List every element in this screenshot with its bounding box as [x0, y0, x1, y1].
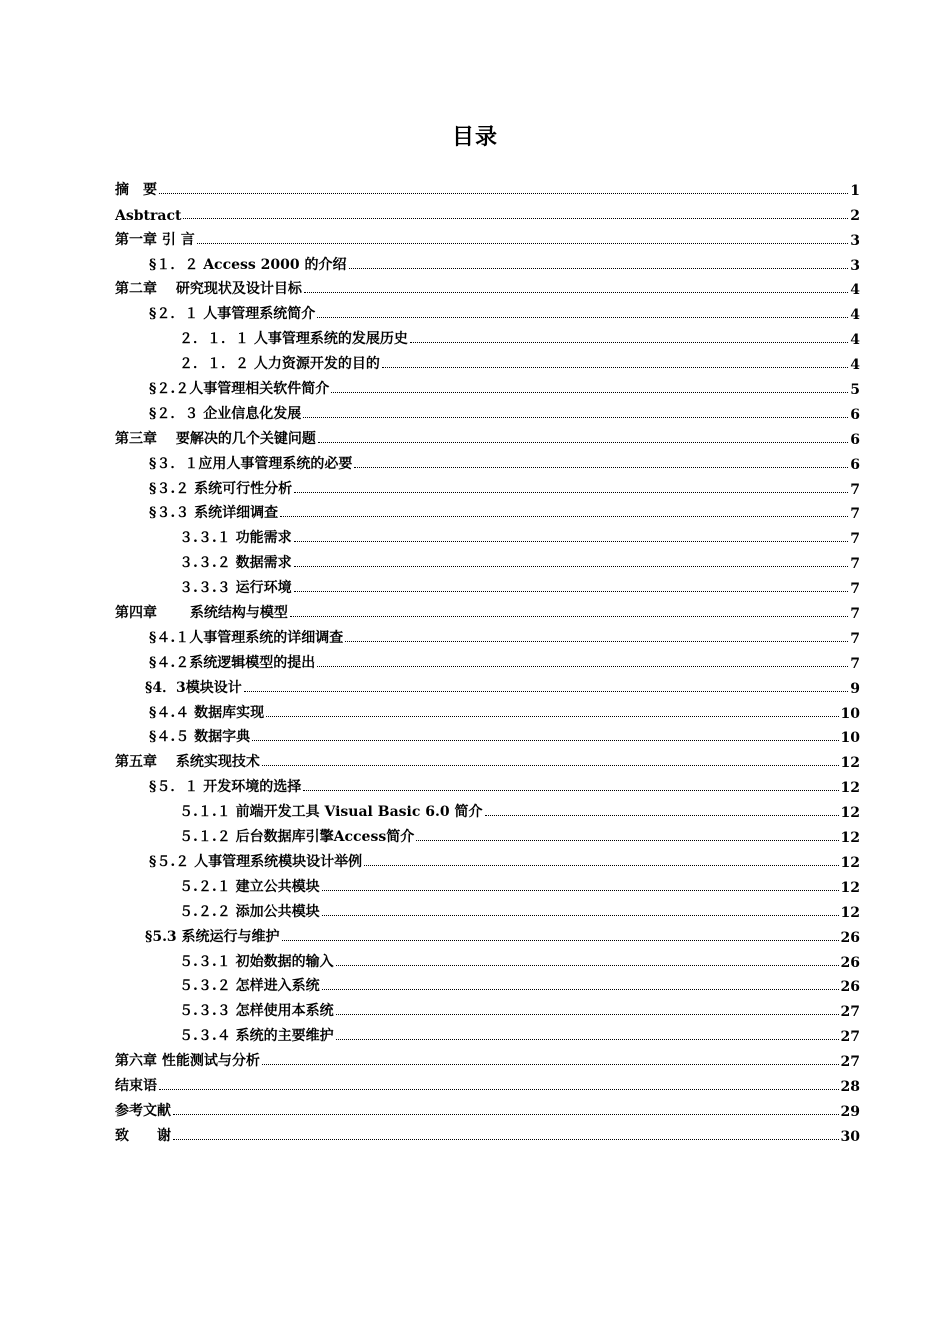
toc-entry[interactable]: [115, 373, 860, 398]
toc-dot-leader: [282, 940, 839, 941]
toc-dot-leader: [262, 1064, 839, 1065]
toc-entry[interactable]: [115, 946, 860, 971]
toc-dot-leader: [303, 790, 838, 791]
toc-dot-leader: [317, 317, 848, 318]
toc-entry-page-number: 7: [850, 556, 860, 573]
toc-entry-page-number: 12: [840, 780, 860, 797]
toc-entry[interactable]: [115, 697, 860, 722]
toc-dot-leader: [336, 1014, 839, 1015]
toc-entry-label: §２．３ 企业信息化发展: [149, 405, 302, 422]
toc-entry[interactable]: [115, 647, 860, 672]
toc-dot-leader: [280, 516, 848, 517]
toc-dot-leader: [322, 890, 839, 891]
toc-entry-label: ５.３.１ 初始数据的输入: [179, 953, 334, 970]
toc-entry-page-number: 26: [840, 929, 860, 946]
toc-entry[interactable]: [115, 448, 860, 473]
toc-entry-page-number: 6: [850, 456, 860, 473]
toc-entry-page-number: 7: [850, 531, 860, 548]
toc-dot-leader: [252, 740, 838, 741]
toc-entry-page-number: 4: [850, 307, 860, 324]
toc-entry-label: §5.3 系统运行与维护: [145, 928, 280, 945]
toc-entry[interactable]: [115, 1120, 860, 1145]
toc-entry-page-number: 4: [850, 357, 860, 374]
toc-entry-label: ２．１．１ 人事管理系统的发展历史: [179, 331, 408, 348]
toc-entry[interactable]: [115, 473, 860, 498]
toc-entry-label: 第四章 系统结构与模型: [115, 605, 288, 622]
toc-entry-page-number: 9: [850, 680, 860, 697]
toc-entry-label: 第五章 系统实现技术: [115, 754, 260, 771]
toc-entry[interactable]: [115, 572, 860, 597]
toc-entry-label: §４.４ 数据库实现: [149, 704, 265, 721]
toc-entry[interactable]: [115, 921, 860, 946]
toc-dot-leader: [331, 392, 848, 393]
toc-entry-label: ５.１.２ 后台数据库引擎Access简介: [179, 829, 415, 846]
toc-entry-page-number: 6: [850, 431, 860, 448]
toc-dot-leader: [290, 616, 848, 617]
toc-entry-page-number: 27: [840, 1004, 860, 1021]
toc-entry-page-number: 3: [850, 257, 860, 274]
toc-entry-label: ３.３.３ 运行环境: [179, 580, 292, 597]
toc-dot-leader: [336, 965, 839, 966]
toc-entry-page-number: 10: [840, 730, 860, 747]
toc-dot-leader: [303, 417, 848, 418]
toc-dot-leader: [349, 268, 849, 269]
toc-entry[interactable]: [115, 672, 860, 697]
toc-entry-label: 第六章 性能测试与分析: [115, 1053, 260, 1070]
toc-dot-leader: [183, 218, 848, 219]
toc-dot-leader: [294, 541, 849, 542]
toc-entry-label: 第二章 研究现状及设计目标: [115, 281, 302, 298]
toc-entry-page-number: 12: [840, 830, 860, 847]
toc-entry[interactable]: [115, 896, 860, 921]
toc-entry-page-number: 7: [850, 481, 860, 498]
toc-entry[interactable]: [115, 298, 860, 323]
toc-entry[interactable]: [115, 274, 860, 299]
toc-entry[interactable]: [115, 821, 860, 846]
toc-entry[interactable]: [115, 522, 860, 547]
toc-dot-leader: [244, 691, 848, 692]
toc-dot-leader: [262, 765, 839, 766]
toc-entry[interactable]: [115, 423, 860, 448]
toc-dot-leader: [294, 492, 848, 493]
toc-entry-page-number: 26: [840, 979, 860, 996]
toc-entry[interactable]: [115, 871, 860, 896]
toc-entry-page-number: 28: [840, 1078, 860, 1095]
toc-entry-label: §３．１应用人事管理系统的必要: [149, 455, 353, 472]
toc-entry-label: 参考文献: [115, 1102, 171, 1119]
toc-entry-label: §３.３ 系统详细调查: [149, 505, 279, 522]
toc-entry-label: ２．１．２ 人力资源开发的目的: [179, 356, 380, 373]
toc-entry-page-number: 12: [840, 755, 860, 772]
toc-entry-label: §４.１人事管理系统的详细调查: [149, 629, 344, 646]
toc-entry[interactable]: [115, 249, 860, 274]
toc-entry-label: ５.１.１ 前端开发工具 Visual Basic 6.0 简介: [179, 804, 483, 821]
toc-entry-label: ３.３.２ 数据需求: [179, 555, 292, 572]
toc-entry-page-number: 4: [850, 332, 860, 349]
toc-entry-label: §４.５ 数据字典: [149, 729, 251, 746]
toc-dot-leader: [294, 566, 849, 567]
toc-dot-leader: [416, 840, 838, 841]
toc-dot-leader: [173, 1114, 839, 1115]
toc-entry[interactable]: [115, 323, 860, 348]
toc-entry-label: §５．１ 开发环境的选择: [149, 779, 302, 796]
toc-entry[interactable]: [115, 622, 860, 647]
toc-entry-page-number: 29: [840, 1103, 860, 1120]
toc-entry-label: ３.３.１ 功能需求: [179, 530, 292, 547]
toc-entry-page-number: 6: [850, 406, 860, 423]
toc-dot-leader: [317, 666, 848, 667]
toc-entry-page-number: 1: [850, 182, 860, 199]
toc-entry-page-number: 7: [850, 581, 860, 598]
toc-entry-label: §１．２ Access 2000 的介绍: [149, 256, 347, 273]
toc-dot-leader: [173, 1139, 839, 1140]
toc-entry-page-number: 7: [850, 655, 860, 672]
toc-entry[interactable]: [115, 174, 860, 199]
toc-entry-label: 第一章 引 言: [115, 231, 195, 248]
toc-entry[interactable]: [115, 597, 860, 622]
toc-entry[interactable]: [115, 722, 860, 747]
toc-dot-leader: [159, 1089, 839, 1090]
toc-entry-page-number: 27: [840, 1029, 860, 1046]
toc-entry-page-number: 12: [840, 904, 860, 921]
toc-entry-label: ５.３.３ 怎样使用本系统: [179, 1003, 334, 1020]
toc-entry-label: ５.３.２ 怎样进入系统: [179, 978, 320, 995]
toc-entry[interactable]: [115, 1095, 860, 1120]
toc-entry-page-number: 27: [840, 1054, 860, 1071]
page-title: 目录: [451, 124, 498, 150]
toc-entry[interactable]: [115, 1020, 860, 1045]
toc-entry[interactable]: [115, 547, 860, 572]
toc-entry-page-number: 7: [850, 506, 860, 523]
toc-entry-label: §２.２人事管理相关软件简介: [149, 381, 330, 398]
toc-entry[interactable]: [115, 771, 860, 796]
toc-entry-page-number: 12: [840, 879, 860, 896]
toc-entry-label: 摘 要: [115, 181, 157, 198]
toc-dot-leader: [159, 193, 848, 194]
toc-dot-leader: [485, 815, 839, 816]
toc-entry-page-number: 5: [850, 382, 860, 399]
toc-entry-page-number: 2: [850, 207, 860, 224]
toc-entry-label: ５.２.１ 建立公共模块: [179, 878, 320, 895]
toc-entry[interactable]: [115, 746, 860, 771]
toc-dot-leader: [345, 641, 848, 642]
toc-entry[interactable]: [115, 796, 860, 821]
toc-dot-leader: [354, 467, 848, 468]
toc-entry-page-number: 12: [840, 854, 860, 871]
toc-dot-leader: [410, 342, 848, 343]
toc-entry-page-number: 10: [840, 705, 860, 722]
toc-entry-page-number: 26: [840, 954, 860, 971]
toc-entry-label: §３.２ 系统可行性分析: [149, 480, 293, 497]
toc-entry[interactable]: [115, 1070, 860, 1095]
toc-dot-leader: [318, 442, 848, 443]
toc-entry[interactable]: [115, 995, 860, 1020]
toc-entry-label: 结束语: [115, 1077, 157, 1094]
toc-dot-leader: [322, 915, 839, 916]
toc-dot-leader: [336, 1039, 839, 1040]
toc-entry-page-number: 12: [840, 805, 860, 822]
toc-dot-leader: [322, 989, 839, 990]
toc-dot-leader: [382, 367, 848, 368]
toc-dot-leader: [266, 716, 838, 717]
toc-dot-leader: [304, 292, 848, 293]
toc-entry[interactable]: [115, 224, 860, 249]
toc-entry-label: 第三章 要解决的几个关键问题: [115, 430, 316, 447]
toc-entry-page-number: 7: [850, 606, 860, 623]
toc-dot-leader: [294, 591, 849, 592]
toc-entry[interactable]: [115, 398, 860, 423]
toc-entry-label: §２．１ 人事管理系统简介: [149, 306, 316, 323]
table-of-contents: [115, 174, 860, 1145]
toc-entry[interactable]: [115, 846, 860, 871]
toc-entry[interactable]: [115, 348, 860, 373]
toc-entry-page-number: 30: [840, 1128, 860, 1145]
toc-entry-label: §５.２ 人事管理系统模块设计举例: [149, 853, 363, 870]
toc-entry-label: 致 谢: [115, 1127, 171, 1144]
toc-entry-label: §４.２系统逻辑模型的提出: [149, 654, 316, 671]
toc-entry[interactable]: [115, 498, 860, 523]
toc-entry[interactable]: [115, 199, 860, 224]
toc-entry-label: Asbtract: [115, 207, 182, 224]
toc-dot-leader: [364, 865, 838, 866]
toc-entry-label: ５.２.２ 添加公共模块: [179, 903, 320, 920]
toc-dot-leader: [197, 243, 849, 244]
toc-entry[interactable]: [115, 971, 860, 996]
toc-entry[interactable]: [115, 1045, 860, 1070]
toc-entry-label: ５.３.４ 系统的主要维护: [179, 1028, 334, 1045]
toc-entry-page-number: 3: [850, 232, 860, 249]
toc-entry-label: §4．3模块设计: [145, 679, 242, 696]
toc-entry-page-number: 7: [850, 630, 860, 647]
toc-entry-page-number: 4: [850, 282, 860, 299]
